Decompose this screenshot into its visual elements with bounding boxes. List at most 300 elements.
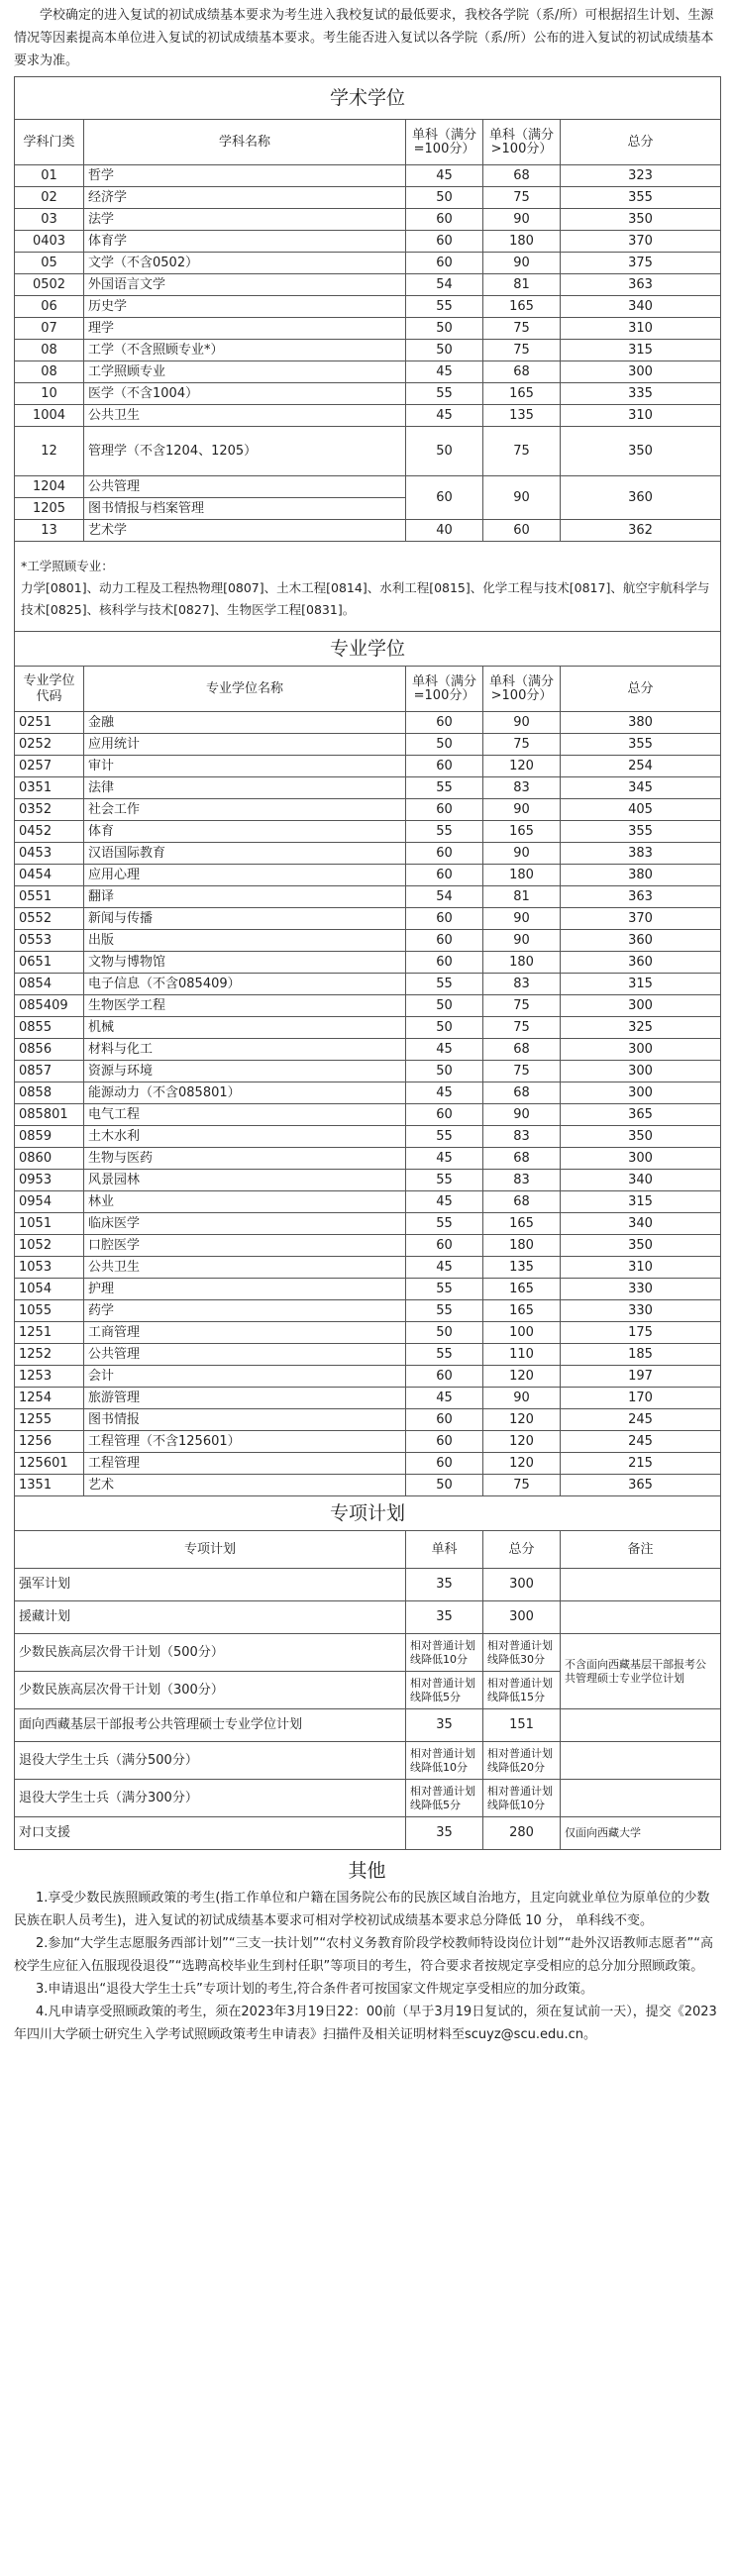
academic-single-over100: 60 <box>483 520 561 542</box>
professional-single-over100: 75 <box>483 1475 561 1496</box>
professional-code: 0857 <box>15 1061 84 1082</box>
professional-total: 215 <box>561 1453 721 1475</box>
intro-paragraph: 学校确定的进入复试的初试成绩基本要求为考生进入我校复试的最低要求，我校各学院（系/所）可根据招生计划、生源情况等因素提高本单位进入复试的初试成绩基本要求。考生能否进入复试以各学院（系/所）公布的进入复试的初试成绩基本要求为准。 <box>14 8 714 68</box>
professional-total: 350 <box>561 1235 721 1257</box>
professional-single-100: 55 <box>406 1126 483 1148</box>
special-single: 相对普通计划线降低10分 <box>406 1742 483 1780</box>
professional-single-over100: 90 <box>483 712 561 734</box>
special-single: 相对普通计划线降低10分 <box>406 1634 483 1672</box>
special-plan-name: 退役大学生士兵（满分300分） <box>15 1780 406 1817</box>
other-item: 2.参加“大学生志愿服务西部计划”“三支一扶计划”“农村义务教育阶段学校教师特设岗位计划”“赴外汉语教师志愿者”“高校学生应征入伍服现役退役”“选聘高校毕业生到村任职”等项目的考生，符合要求者按规定享受相应的总分加分照顾政策。 <box>14 1936 714 1974</box>
professional-single-100: 50 <box>406 1322 483 1344</box>
academic-total: 350 <box>561 209 721 231</box>
academic-code: 0502 <box>15 274 84 296</box>
professional-name: 生物医学工程 <box>84 995 406 1017</box>
special-header-plan: 专项计划 <box>15 1531 406 1569</box>
professional-name: 资源与环境 <box>84 1061 406 1082</box>
table-row <box>15 1569 721 1601</box>
academic-single-over100: 90 <box>483 209 561 231</box>
special-table <box>14 1495 721 1850</box>
special-remark <box>561 1742 721 1780</box>
professional-single-over100: 90 <box>483 1104 561 1126</box>
academic-note-title: *工学照顾专业： <box>21 559 114 573</box>
professional-code: 0855 <box>15 1017 84 1039</box>
table-row <box>15 1235 721 1257</box>
professional-code: 0454 <box>15 865 84 886</box>
professional-total: 315 <box>561 974 721 995</box>
table-row <box>15 520 721 542</box>
table-row <box>15 843 721 865</box>
professional-name: 法律 <box>84 777 406 799</box>
professional-total: 365 <box>561 1104 721 1126</box>
table-row <box>15 1213 721 1235</box>
special-total: 151 <box>483 1709 561 1742</box>
table-row <box>15 296 721 318</box>
professional-total: 380 <box>561 865 721 886</box>
professional-code: 1254 <box>15 1388 84 1409</box>
table-row <box>15 187 721 209</box>
academic-title: 学术学位 <box>15 77 721 120</box>
academic-total: 315 <box>561 340 721 361</box>
professional-header-code: 专业学位代码 <box>15 667 84 712</box>
professional-code: 0452 <box>15 821 84 843</box>
academic-code: 03 <box>15 209 84 231</box>
table-row <box>15 318 721 340</box>
academic-name: 工学照顾专业 <box>84 361 406 383</box>
professional-name: 出版 <box>84 930 406 952</box>
professional-single-100: 55 <box>406 1344 483 1366</box>
academic-code: 01 <box>15 165 84 187</box>
academic-single-100: 50 <box>406 187 483 209</box>
professional-name: 应用统计 <box>84 734 406 756</box>
professional-title: 专业学位 <box>15 632 721 667</box>
special-total: 相对普通计划线降低10分 <box>483 1780 561 1817</box>
academic-name: 图书情报与档案管理 <box>84 498 406 520</box>
professional-single-over100: 83 <box>483 974 561 995</box>
professional-single-over100: 120 <box>483 1431 561 1453</box>
academic-total: 300 <box>561 361 721 383</box>
table-row <box>15 209 721 231</box>
table-row <box>15 1709 721 1742</box>
academic-code: 10 <box>15 383 84 405</box>
special-header-total: 总分 <box>483 1531 561 1569</box>
table-row <box>15 886 721 908</box>
table-row <box>15 1344 721 1366</box>
academic-name: 管理学（不含1204、1205） <box>84 427 406 476</box>
table-row <box>15 1431 721 1453</box>
professional-name: 药学 <box>84 1300 406 1322</box>
academic-single-over100: 90 <box>483 253 561 274</box>
professional-total: 245 <box>561 1431 721 1453</box>
academic-single-100: 50 <box>406 318 483 340</box>
professional-header-single-over100: 单科（满分>100分） <box>483 667 561 712</box>
special-plan-name: 援藏计划 <box>15 1601 406 1634</box>
professional-name: 图书情报 <box>84 1409 406 1431</box>
professional-single-over100: 110 <box>483 1344 561 1366</box>
table-row <box>15 476 721 498</box>
table-row <box>15 340 721 361</box>
professional-single-100: 55 <box>406 974 483 995</box>
table-row <box>15 734 721 756</box>
professional-code: 1054 <box>15 1279 84 1300</box>
professional-single-over100: 83 <box>483 1170 561 1191</box>
academic-single-over100: 165 <box>483 296 561 318</box>
professional-single-over100: 75 <box>483 995 561 1017</box>
academic-single-over100: 165 <box>483 383 561 405</box>
professional-single-over100: 68 <box>483 1191 561 1213</box>
professional-single-over100: 75 <box>483 1017 561 1039</box>
academic-name: 法学 <box>84 209 406 231</box>
professional-name: 护理 <box>84 1279 406 1300</box>
other-item: 3.申请退出“退役大学生士兵”专项计划的考生,符合条件者可按国家文件规定享受相应的加分政策。 <box>36 1982 594 1997</box>
academic-single-100: 45 <box>406 165 483 187</box>
professional-single-over100: 165 <box>483 821 561 843</box>
table-row <box>15 799 721 821</box>
professional-single-over100: 90 <box>483 930 561 952</box>
table-row <box>15 1170 721 1191</box>
academic-code: 1004 <box>15 405 84 427</box>
academic-total: 310 <box>561 405 721 427</box>
table-row <box>15 777 721 799</box>
table-row <box>15 930 721 952</box>
professional-header-total: 总分 <box>561 667 721 712</box>
professional-code: 0859 <box>15 1126 84 1148</box>
professional-single-100: 55 <box>406 1279 483 1300</box>
professional-single-100: 45 <box>406 1082 483 1104</box>
special-single: 35 <box>406 1709 483 1742</box>
professional-single-over100: 90 <box>483 908 561 930</box>
special-remark <box>561 1569 721 1601</box>
academic-single-100: 45 <box>406 405 483 427</box>
special-single: 35 <box>406 1817 483 1850</box>
professional-single-over100: 135 <box>483 1257 561 1279</box>
academic-name: 艺术学 <box>84 520 406 542</box>
professional-name: 新闻与传播 <box>84 908 406 930</box>
special-remark: 仅面向西藏大学 <box>561 1817 721 1850</box>
professional-single-100: 60 <box>406 930 483 952</box>
professional-total: 197 <box>561 1366 721 1388</box>
professional-name: 工商管理 <box>84 1322 406 1344</box>
table-row <box>15 1300 721 1322</box>
special-single: 35 <box>406 1569 483 1601</box>
professional-single-over100: 165 <box>483 1300 561 1322</box>
special-total: 300 <box>483 1569 561 1601</box>
professional-single-over100: 120 <box>483 1409 561 1431</box>
academic-single-over100: 180 <box>483 231 561 253</box>
professional-name: 公共管理 <box>84 1344 406 1366</box>
special-header-single: 单科 <box>406 1531 483 1569</box>
professional-single-100: 50 <box>406 1061 483 1082</box>
table-row <box>15 361 721 383</box>
page <box>14 4 720 2046</box>
professional-name: 工程管理（不含125601） <box>84 1431 406 1453</box>
other-title: 其他 <box>348 1860 386 1882</box>
professional-single-100: 60 <box>406 1409 483 1431</box>
academic-single-over100: 68 <box>483 361 561 383</box>
professional-single-100: 45 <box>406 1257 483 1279</box>
academic-single-over100: 75 <box>483 187 561 209</box>
professional-single-over100: 90 <box>483 1388 561 1409</box>
professional-header-name: 专业学位名称 <box>84 667 406 712</box>
professional-single-over100: 165 <box>483 1279 561 1300</box>
professional-code: 0860 <box>15 1148 84 1170</box>
table-row <box>15 427 721 476</box>
academic-code: 05 <box>15 253 84 274</box>
professional-code: 0854 <box>15 974 84 995</box>
academic-header-single-100: 单科（满分=100分） <box>406 120 483 165</box>
professional-name: 电气工程 <box>84 1104 406 1126</box>
special-total: 300 <box>483 1601 561 1634</box>
academic-single-100: 50 <box>406 340 483 361</box>
academic-single-100: 60 <box>406 231 483 253</box>
professional-code: 085801 <box>15 1104 84 1126</box>
professional-code: 0858 <box>15 1082 84 1104</box>
professional-name: 工程管理 <box>84 1453 406 1475</box>
academic-single-over100: 75 <box>483 340 561 361</box>
academic-value: 60 <box>406 476 483 520</box>
table-row <box>15 712 721 734</box>
professional-single-100: 50 <box>406 734 483 756</box>
professional-single-over100: 120 <box>483 756 561 777</box>
professional-single-100: 60 <box>406 843 483 865</box>
academic-code: 1205 <box>15 498 84 520</box>
professional-total: 340 <box>561 1213 721 1235</box>
professional-code: 0251 <box>15 712 84 734</box>
professional-single-100: 55 <box>406 1170 483 1191</box>
professional-name: 电子信息（不含085409） <box>84 974 406 995</box>
academic-code: 08 <box>15 340 84 361</box>
special-remark <box>561 1709 721 1742</box>
table-row <box>15 756 721 777</box>
professional-header-single-100: 单科（满分=100分） <box>406 667 483 712</box>
professional-total: 300 <box>561 1039 721 1061</box>
professional-single-100: 60 <box>406 1366 483 1388</box>
table-row <box>15 231 721 253</box>
academic-value: 360 <box>561 476 721 520</box>
professional-name: 艺术 <box>84 1475 406 1496</box>
academic-single-100: 50 <box>406 427 483 476</box>
academic-name: 公共卫生 <box>84 405 406 427</box>
professional-single-over100: 75 <box>483 1061 561 1082</box>
academic-single-over100: 81 <box>483 274 561 296</box>
professional-name: 土木水利 <box>84 1126 406 1148</box>
other-item: 1.享受少数民族照顾政策的考生(指工作单位和户籍在国务院公布的民族区域自治地方，且定向就业单位为原单位的少数民族在职人员考生)，进入复试的初试成绩基本要求可相对学校初试成绩基本要求总分降低 10 分， 单科线不变。 <box>14 1891 710 1928</box>
professional-code: 0553 <box>15 930 84 952</box>
table-row <box>15 995 721 1017</box>
professional-name: 旅游管理 <box>84 1388 406 1409</box>
professional-total: 300 <box>561 1148 721 1170</box>
academic-single-over100: 68 <box>483 165 561 187</box>
professional-code: 0453 <box>15 843 84 865</box>
academic-total: 362 <box>561 520 721 542</box>
academic-name: 公共管理 <box>84 476 406 498</box>
professional-total: 360 <box>561 930 721 952</box>
professional-single-over100: 180 <box>483 952 561 974</box>
academic-total: 375 <box>561 253 721 274</box>
professional-name: 生物与医药 <box>84 1148 406 1170</box>
professional-name: 汉语国际教育 <box>84 843 406 865</box>
professional-code: 0352 <box>15 799 84 821</box>
professional-total: 355 <box>561 734 721 756</box>
professional-single-100: 60 <box>406 865 483 886</box>
professional-single-100: 55 <box>406 1213 483 1235</box>
professional-name: 会计 <box>84 1366 406 1388</box>
professional-total: 365 <box>561 1475 721 1496</box>
special-total: 相对普通计划线降低20分 <box>483 1742 561 1780</box>
special-header-remark: 备注 <box>561 1531 721 1569</box>
academic-table <box>14 76 721 632</box>
academic-name: 历史学 <box>84 296 406 318</box>
table-row <box>15 1279 721 1300</box>
table-row <box>15 1082 721 1104</box>
academic-single-over100: 75 <box>483 318 561 340</box>
professional-single-100: 60 <box>406 756 483 777</box>
academic-single-100: 45 <box>406 361 483 383</box>
professional-name: 文物与博物馆 <box>84 952 406 974</box>
special-plan-name: 退役大学生士兵（满分500分） <box>15 1742 406 1780</box>
academic-name: 工学（不含照顾专业*） <box>84 340 406 361</box>
academic-name: 外国语言文学 <box>84 274 406 296</box>
academic-single-100: 60 <box>406 209 483 231</box>
special-plan-name: 少数民族高层次骨干计划（300分） <box>15 1672 406 1709</box>
professional-total: 345 <box>561 777 721 799</box>
professional-code: 1051 <box>15 1213 84 1235</box>
table-row <box>15 821 721 843</box>
professional-code: 1351 <box>15 1475 84 1496</box>
professional-name: 社会工作 <box>84 799 406 821</box>
table-row <box>15 383 721 405</box>
academic-total: 363 <box>561 274 721 296</box>
professional-code: 1253 <box>15 1366 84 1388</box>
table-row <box>15 865 721 886</box>
professional-name: 应用心理 <box>84 865 406 886</box>
academic-code: 07 <box>15 318 84 340</box>
professional-single-100: 54 <box>406 886 483 908</box>
table-row <box>15 1601 721 1634</box>
professional-code: 1053 <box>15 1257 84 1279</box>
academic-header-single-over100: 单科（满分>100分） <box>483 120 561 165</box>
professional-single-100: 45 <box>406 1191 483 1213</box>
professional-total: 355 <box>561 821 721 843</box>
professional-total: 370 <box>561 908 721 930</box>
academic-code: 1204 <box>15 476 84 498</box>
table-row <box>15 1126 721 1148</box>
professional-name: 材料与化工 <box>84 1039 406 1061</box>
table-row <box>15 1409 721 1431</box>
table-row <box>15 1039 721 1061</box>
table-row <box>15 1061 721 1082</box>
professional-total: 254 <box>561 756 721 777</box>
table-row <box>15 1148 721 1170</box>
table-row <box>15 1475 721 1496</box>
academic-total: 370 <box>561 231 721 253</box>
professional-code: 0257 <box>15 756 84 777</box>
special-plan-name: 面向西藏基层干部报考公共管理硕士专业学位计划 <box>15 1709 406 1742</box>
professional-code: 1251 <box>15 1322 84 1344</box>
table-row <box>15 908 721 930</box>
academic-code: 06 <box>15 296 84 318</box>
professional-code: 0552 <box>15 908 84 930</box>
special-plan-name: 强军计划 <box>15 1569 406 1601</box>
professional-single-100: 60 <box>406 799 483 821</box>
special-single: 35 <box>406 1601 483 1634</box>
professional-single-over100: 83 <box>483 777 561 799</box>
professional-code: 0551 <box>15 886 84 908</box>
academic-name: 哲学 <box>84 165 406 187</box>
table-row <box>15 165 721 187</box>
professional-name: 风景园林 <box>84 1170 406 1191</box>
professional-code: 085409 <box>15 995 84 1017</box>
professional-total: 350 <box>561 1126 721 1148</box>
professional-name: 审计 <box>84 756 406 777</box>
special-total: 280 <box>483 1817 561 1850</box>
professional-single-over100: 68 <box>483 1082 561 1104</box>
professional-code: 0954 <box>15 1191 84 1213</box>
special-total: 相对普通计划线降低30分 <box>483 1634 561 1672</box>
table-row <box>15 405 721 427</box>
professional-name: 口腔医学 <box>84 1235 406 1257</box>
academic-single-over100: 75 <box>483 427 561 476</box>
professional-name: 临床医学 <box>84 1213 406 1235</box>
other-item: 4.凡申请享受照顾政策的考生，须在2023年3月19日22：00前（早于3月19日复试的，须在复试前一天），提交《2023年四川大学硕士研究生入学考试照顾政策考生申请表》扫描件及相关证明材料至scuyz@scu.edu.cn。 <box>14 2005 717 2042</box>
professional-single-100: 50 <box>406 1475 483 1496</box>
professional-code: 0252 <box>15 734 84 756</box>
professional-single-over100: 68 <box>483 1148 561 1170</box>
academic-single-over100: 135 <box>483 405 561 427</box>
professional-code: 1256 <box>15 1431 84 1453</box>
professional-total: 175 <box>561 1322 721 1344</box>
academic-name: 理学 <box>84 318 406 340</box>
professional-code: 0856 <box>15 1039 84 1061</box>
table-row <box>15 974 721 995</box>
professional-total: 380 <box>561 712 721 734</box>
professional-code: 0953 <box>15 1170 84 1191</box>
professional-total: 383 <box>561 843 721 865</box>
academic-total: 335 <box>561 383 721 405</box>
professional-single-100: 60 <box>406 1104 483 1126</box>
academic-name: 经济学 <box>84 187 406 209</box>
academic-single-100: 54 <box>406 274 483 296</box>
professional-single-100: 50 <box>406 1017 483 1039</box>
professional-name: 林业 <box>84 1191 406 1213</box>
table-row <box>15 1388 721 1409</box>
professional-name: 翻译 <box>84 886 406 908</box>
academic-code: 0403 <box>15 231 84 253</box>
professional-single-over100: 83 <box>483 1126 561 1148</box>
professional-code: 1252 <box>15 1344 84 1366</box>
professional-code: 0351 <box>15 777 84 799</box>
table-row <box>15 1104 721 1126</box>
table-row <box>15 952 721 974</box>
professional-name: 能源动力（不含085801） <box>84 1082 406 1104</box>
professional-single-100: 45 <box>406 1148 483 1170</box>
professional-name: 公共卫生 <box>84 1257 406 1279</box>
professional-total: 360 <box>561 952 721 974</box>
academic-name: 文学（不含0502） <box>84 253 406 274</box>
professional-name: 体育 <box>84 821 406 843</box>
professional-code: 0651 <box>15 952 84 974</box>
academic-total: 355 <box>561 187 721 209</box>
table-row <box>15 1017 721 1039</box>
table-row <box>15 1322 721 1344</box>
academic-code: 13 <box>15 520 84 542</box>
professional-single-100: 55 <box>406 777 483 799</box>
academic-single-100: 60 <box>406 253 483 274</box>
academic-note-body: 力学[0801]、动力工程及工程热物理[0807]、土木工程[0814]、水利工程[0815]、化学工程与技术[0817]、航空宇航科学与技术[0825]、核科学与技术[0827]、生物医学工程[0831]。 <box>21 580 710 617</box>
academic-name: 体育学 <box>84 231 406 253</box>
professional-single-over100: 180 <box>483 865 561 886</box>
professional-code: 1255 <box>15 1409 84 1431</box>
